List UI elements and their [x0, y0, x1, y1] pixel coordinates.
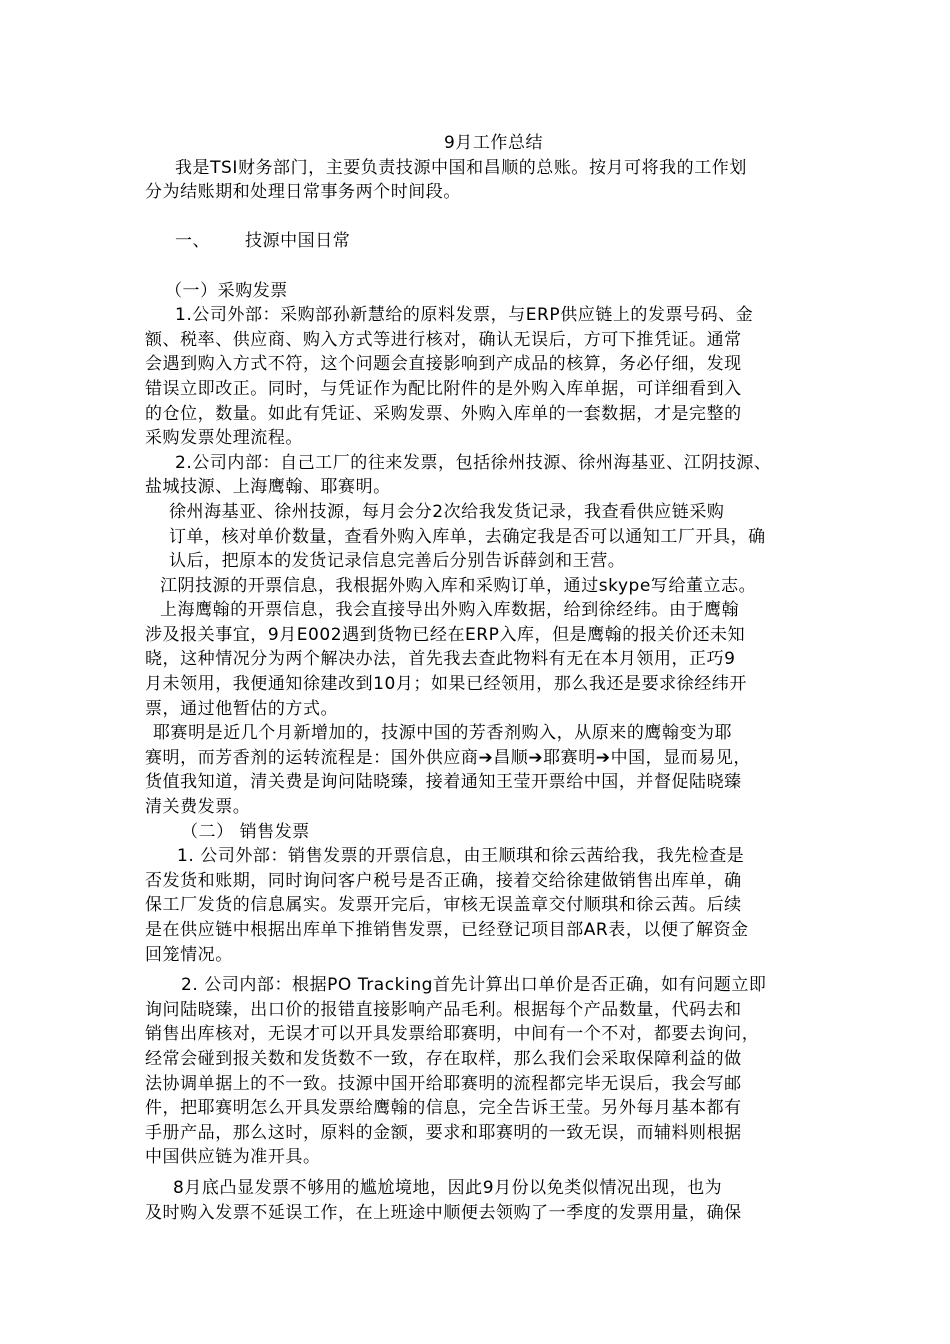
paragraph-line: 1.公司外部：采购部孙新慧给的原料发票，与ERP供应链上的发票号码、金 — [175, 305, 754, 326]
paragraph-line: 及时购入发票不延误工作，在上班途中顺便去领购了一季度的发票用量，确保 — [145, 1202, 742, 1223]
purchase-internal-paragraph — [145, 451, 830, 500]
paragraph-line: 赛明，而芳香剂的运转流程是：国外供应商➔昌顺➔耶赛明➔中国，显而易见， — [145, 747, 751, 768]
sales-internal-paragraph — [145, 973, 830, 1170]
paragraph-line: 是在供应链中根据出库单下推销售发票，已经登记项目部AR表，以便了解资金 — [145, 920, 749, 940]
sales-external-paragraph — [145, 844, 830, 967]
jiangyin-paragraph: 江阴技源的开票信息，我根据外购入库和采购订单，通过skype写给董立志。 — [160, 575, 757, 596]
paragraph-line: 的仓位，数量。如此有凭证、采购发票、外购入库单的一套数据，才是完整的 — [145, 403, 742, 424]
paragraph-line: 额、税率、供应商、购入方式等进行核对，确认无误后，方可下推凭证。通常 — [145, 329, 742, 350]
subsection-heading-purchase: （一）采购发票 — [165, 280, 288, 301]
section-number: 一、 — [175, 231, 211, 252]
paragraph-line: 盐城技源、上海鹰翰、耶赛明。 — [145, 477, 391, 498]
paragraph-line: 1. 公司外部：销售发票的开票信息，由王顺琪和徐云茜给我，我先检查是 — [177, 846, 745, 867]
paragraph-line: 分为结账期和处理日常事务两个时间段。 — [145, 182, 461, 203]
paragraph-line: 销售出库核对，无误才可以开具发票给耶赛明，中间有一个不对，都要去询问， — [145, 1024, 760, 1045]
intro-paragraph — [145, 156, 830, 205]
paragraph-line: 订单，核对单价数量，查看外购入库单，去确定我是否可以通知工厂开具，确 — [169, 526, 766, 547]
paragraph-line: 涉及报关事宜，9月E002遇到货物已经在ERP入库，但是鹰翰的报关价还未知 — [145, 624, 746, 645]
paragraph-line: 徐州海基亚、徐州技源，每月会分2次给我发货记录，我查看供应链采购 — [169, 501, 725, 522]
august-paragraph — [145, 1176, 830, 1225]
paragraph-line: 询问陆晓臻，出口价的报错直接影响产品毛利。根据每个产品数量，代码去和 — [145, 999, 742, 1020]
paragraph-line: 我是TSI财务部门，主要负责技源中国和昌顺的总账。按月可将我的工作划 — [175, 157, 747, 178]
paragraph-line: 采购发票处理流程。 — [145, 428, 303, 449]
section-heading — [145, 229, 830, 254]
subsection-heading-sales: （二） 销售发票 — [181, 821, 310, 842]
paragraph-line: 清关费发票。 — [145, 797, 251, 818]
paragraph-line: 耶赛明是近几个月新增加的，技源中国的芳香剂购入，从原来的鹰翰变为耶 — [153, 723, 733, 744]
document-title: 9月工作总结 — [443, 133, 544, 153]
paragraph-line: 否发货和账期，同时询问客户税号是否正确，接着交给徐建做销售出库单，确 — [145, 870, 742, 891]
paragraph-line: 错误立即改正。同时，与凭证作为配比附件的是外购入库单据，可详细看到入 — [145, 378, 742, 399]
paragraph-line: 件，把耶赛明怎么开具发票给鹰翰的信息，完全告诉王莹。另外每月基本都有 — [145, 1098, 742, 1119]
shanghai-paragraph — [145, 598, 830, 721]
paragraph-line: 月未领用，我便通知徐建改到10月；如果已经领用，那么我还是要求徐经纬开 — [145, 674, 747, 695]
yesaiming-paragraph — [145, 721, 830, 819]
purchase-external-paragraph — [145, 303, 830, 451]
paragraph-line: 2.公司内部：自己工厂的往来发票，包括徐州技源、徐州海基亚、江阴技源、 — [175, 452, 772, 473]
paragraph-line: 8月底凸显发票不够用的尴尬境地，因此9月份以免类似情况出现，也为 — [173, 1177, 723, 1198]
paragraph-line: 货值我知道，清关费是询问陆晓臻，接着通知王莹开票给中国，并督促陆晓臻 — [145, 772, 742, 793]
paragraph-line: 法协调单据上的不一致。技源中国开给耶赛明的流程都完毕无误后，我会写邮 — [145, 1073, 742, 1094]
section-title: 技源中国日常 — [245, 231, 351, 252]
xuzhou-paragraph — [145, 500, 830, 574]
paragraph-line: 会遇到购入方式不符，这个问题会直接影响到产成品的核算，务必仔细，发现 — [145, 354, 742, 375]
paragraph-line: 中国供应链为准开具。 — [145, 1147, 321, 1168]
paragraph-line: 2. 公司内部：根据PO Tracking首先计算出口单价是否正确，如有问题立即 — [181, 975, 767, 996]
paragraph-line: 上海鹰翰的开票信息，我会直接导出外购入库数据，给到徐经纬。由于鹰翰 — [160, 600, 740, 621]
paragraph-line: 认后，把原本的发货记录信息完善后分别告诉薛剑和王营。 — [169, 551, 626, 572]
paragraph-line: 票，通过他暂估的方式。 — [145, 698, 339, 719]
paragraph-line: 保工厂发货的信息属实。发票开完后，审核无误盖章交付顺琪和徐云茜。后续 — [145, 895, 742, 916]
paragraph-line: 经常会碰到报关数和发货数不一致，存在取样，那么我们会采取保障利益的做 — [145, 1048, 742, 1069]
paragraph-line: 晓，这种情况分为两个解决办法，首先我去查此物料有无在本月领用，正巧9 — [145, 649, 736, 670]
paragraph-line: 手册产品，那么这时，原料的金额，要求和耶赛明的一致无误，而辅料则根据 — [145, 1122, 742, 1143]
paragraph-line: 回笼情况。 — [145, 944, 233, 965]
